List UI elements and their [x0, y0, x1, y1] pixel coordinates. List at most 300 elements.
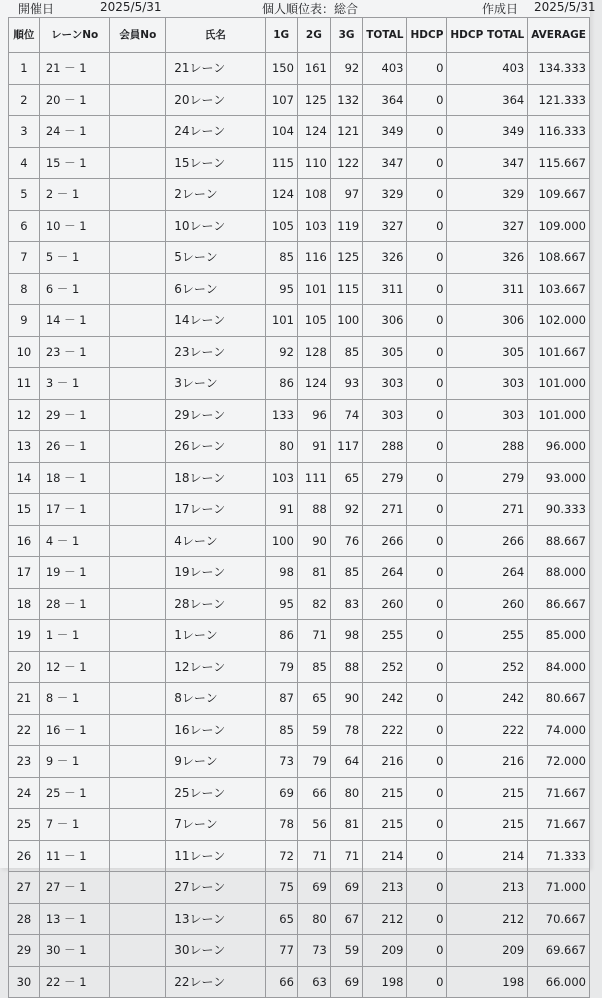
cell-game3: 65	[330, 462, 362, 494]
cell-player-name: 6レーン	[166, 273, 265, 305]
cell-lane-no: 26 － 1	[39, 431, 110, 463]
cell-total: 288	[363, 431, 407, 463]
cell-hdcp-total: 347	[447, 147, 528, 179]
cell-player-name: 23レーン	[166, 336, 265, 368]
cell-average: 86.667	[528, 588, 590, 620]
cell-rank: 13	[9, 431, 40, 463]
cell-lane-no: 22 － 1	[39, 966, 110, 998]
col-header-member: 会員No	[110, 18, 166, 53]
cell-game1: 95	[265, 273, 297, 305]
cell-average: 93.000	[528, 462, 590, 494]
cell-rank: 11	[9, 368, 40, 400]
table-row	[9, 651, 590, 683]
cell-hdcp: 0	[407, 305, 447, 337]
table-row	[9, 462, 590, 494]
col-header-hdcp: HDCP	[407, 18, 447, 53]
table-row	[9, 746, 590, 778]
cell-average: 102.000	[528, 305, 590, 337]
cell-lane-no: 27 － 1	[39, 872, 110, 904]
cell-player-name: 20レーン	[166, 84, 265, 116]
cell-lane-no: 12 － 1	[39, 651, 110, 683]
cell-total: 403	[363, 53, 407, 85]
cell-game1: 107	[265, 84, 297, 116]
cell-average: 109.000	[528, 210, 590, 242]
table-row	[9, 399, 590, 431]
cell-average: 103.667	[528, 273, 590, 305]
table-header-row	[9, 18, 590, 53]
col-header-g1: 1G	[265, 18, 297, 53]
cell-member-no	[110, 336, 166, 368]
cell-lane-no: 30 － 1	[39, 935, 110, 967]
cell-player-name: 4レーン	[166, 525, 265, 557]
cell-game1: 101	[265, 305, 297, 337]
cell-member-no	[110, 494, 166, 526]
cell-game1: 150	[265, 53, 297, 85]
cell-game2: 108	[297, 179, 330, 211]
ranking-table	[8, 17, 590, 998]
cell-game1: 66	[265, 966, 297, 998]
report-title: 個人順位表：総合	[262, 2, 359, 16]
cell-hdcp-total: 215	[447, 809, 528, 841]
cell-member-no	[110, 399, 166, 431]
cell-average: 69.667	[528, 935, 590, 967]
cell-lane-no: 3 － 1	[39, 368, 110, 400]
table-row	[9, 872, 590, 904]
table-row	[9, 809, 590, 841]
cell-player-name: 18レーン	[166, 462, 265, 494]
cell-hdcp-total: 288	[447, 431, 528, 463]
cell-average: 80.667	[528, 683, 590, 715]
cell-total: 364	[363, 84, 407, 116]
table-row	[9, 494, 590, 526]
cell-player-name: 3レーン	[166, 368, 265, 400]
cell-game3: 85	[330, 557, 362, 589]
cell-player-name: 7レーン	[166, 809, 265, 841]
table-row	[9, 147, 590, 179]
cell-total: 271	[363, 494, 407, 526]
cell-member-no	[110, 620, 166, 652]
cell-game1: 78	[265, 809, 297, 841]
cell-player-name: 17レーン	[166, 494, 265, 526]
cell-total: 215	[363, 809, 407, 841]
cell-game3: 121	[330, 116, 362, 148]
created-date: 2025/5/31	[534, 0, 596, 14]
cell-player-name: 12レーン	[166, 651, 265, 683]
cell-game2: 71	[297, 840, 330, 872]
cell-member-no	[110, 179, 166, 211]
cell-player-name: 30レーン	[166, 935, 265, 967]
cell-game1: 79	[265, 651, 297, 683]
cell-game2: 90	[297, 525, 330, 557]
cell-game1: 75	[265, 872, 297, 904]
cell-game2: 111	[297, 462, 330, 494]
cell-game2: 88	[297, 494, 330, 526]
cell-player-name: 8レーン	[166, 683, 265, 715]
cell-game3: 98	[330, 620, 362, 652]
cell-hdcp: 0	[407, 147, 447, 179]
table-row	[9, 620, 590, 652]
cell-average: 96.000	[528, 431, 590, 463]
table-row	[9, 431, 590, 463]
cell-game1: 87	[265, 683, 297, 715]
cell-game3: 97	[330, 179, 362, 211]
cell-hdcp-total: 349	[447, 116, 528, 148]
cell-rank: 6	[9, 210, 40, 242]
cell-hdcp: 0	[407, 683, 447, 715]
cell-hdcp: 0	[407, 84, 447, 116]
cell-game3: 119	[330, 210, 362, 242]
cell-game1: 73	[265, 746, 297, 778]
cell-lane-no: 9 － 1	[39, 746, 110, 778]
cell-rank: 25	[9, 809, 40, 841]
cell-lane-no: 24 － 1	[39, 116, 110, 148]
cell-lane-no: 13 － 1	[39, 903, 110, 935]
table-row	[9, 588, 590, 620]
cell-hdcp-total: 327	[447, 210, 528, 242]
cell-game1: 72	[265, 840, 297, 872]
cell-game3: 80	[330, 777, 362, 809]
cell-player-name: 27レーン	[166, 872, 265, 904]
cell-average: 71.667	[528, 777, 590, 809]
cell-hdcp-total: 311	[447, 273, 528, 305]
cell-game3: 90	[330, 683, 362, 715]
cell-member-no	[110, 84, 166, 116]
cell-game2: 124	[297, 368, 330, 400]
table-row	[9, 683, 590, 715]
table-row	[9, 84, 590, 116]
cell-hdcp: 0	[407, 462, 447, 494]
col-header-average: AVERAGE	[528, 18, 590, 53]
cell-game1: 86	[265, 368, 297, 400]
cell-hdcp-total: 242	[447, 683, 528, 715]
cell-game3: 122	[330, 147, 362, 179]
cell-player-name: 25レーン	[166, 777, 265, 809]
cell-game3: 71	[330, 840, 362, 872]
cell-hdcp-total: 303	[447, 368, 528, 400]
cell-game3: 115	[330, 273, 362, 305]
cell-rank: 26	[9, 840, 40, 872]
cell-hdcp-total: 260	[447, 588, 528, 620]
cell-game1: 98	[265, 557, 297, 589]
cell-rank: 29	[9, 935, 40, 967]
cell-game1: 124	[265, 179, 297, 211]
event-date-label: 開催日	[18, 2, 55, 16]
cell-player-name: 26レーン	[166, 431, 265, 463]
cell-hdcp: 0	[407, 179, 447, 211]
cell-rank: 22	[9, 714, 40, 746]
cell-hdcp-total: 403	[447, 53, 528, 85]
cell-average: 85.000	[528, 620, 590, 652]
cell-hdcp: 0	[407, 966, 447, 998]
cell-hdcp: 0	[407, 53, 447, 85]
cell-game2: 116	[297, 242, 330, 274]
cell-game1: 92	[265, 336, 297, 368]
cell-game2: 82	[297, 588, 330, 620]
cell-average: 115.667	[528, 147, 590, 179]
cell-player-name: 29レーン	[166, 399, 265, 431]
cell-rank: 16	[9, 525, 40, 557]
cell-hdcp-total: 212	[447, 903, 528, 935]
cell-average: 71.000	[528, 872, 590, 904]
col-header-hdcp-total: HDCP TOTAL	[447, 18, 528, 53]
cell-game1: 133	[265, 399, 297, 431]
cell-average: 88.000	[528, 557, 590, 589]
cell-total: 266	[363, 525, 407, 557]
cell-hdcp-total: 252	[447, 651, 528, 683]
cell-rank: 24	[9, 777, 40, 809]
cell-member-no	[110, 872, 166, 904]
cell-rank: 30	[9, 966, 40, 998]
cell-game1: 65	[265, 903, 297, 935]
cell-member-no	[110, 809, 166, 841]
cell-member-no	[110, 651, 166, 683]
cell-game2: 96	[297, 399, 330, 431]
col-header-total: TOTAL	[363, 18, 407, 53]
cell-game3: 78	[330, 714, 362, 746]
cell-player-name: 24レーン	[166, 116, 265, 148]
cell-game3: 88	[330, 651, 362, 683]
cell-game3: 59	[330, 935, 362, 967]
cell-hdcp-total: 326	[447, 242, 528, 274]
cell-player-name: 1レーン	[166, 620, 265, 652]
cell-game2: 56	[297, 809, 330, 841]
col-header-rank: 順位	[9, 18, 40, 53]
cell-rank: 28	[9, 903, 40, 935]
table-row	[9, 714, 590, 746]
cell-game2: 80	[297, 903, 330, 935]
cell-average: 84.000	[528, 651, 590, 683]
cell-average: 70.667	[528, 903, 590, 935]
cell-game3: 93	[330, 368, 362, 400]
cell-game3: 76	[330, 525, 362, 557]
cell-player-name: 16レーン	[166, 714, 265, 746]
cell-total: 347	[363, 147, 407, 179]
cell-hdcp-total: 305	[447, 336, 528, 368]
cell-hdcp-total: 271	[447, 494, 528, 526]
cell-player-name: 11レーン	[166, 840, 265, 872]
cell-hdcp-total: 213	[447, 872, 528, 904]
cell-player-name: 5レーン	[166, 242, 265, 274]
table-row	[9, 336, 590, 368]
cell-rank: 27	[9, 872, 40, 904]
cell-average: 109.667	[528, 179, 590, 211]
cell-total: 215	[363, 777, 407, 809]
cell-member-no	[110, 966, 166, 998]
cell-average: 71.333	[528, 840, 590, 872]
cell-game2: 66	[297, 777, 330, 809]
cell-player-name: 21レーン	[166, 53, 265, 85]
cell-hdcp: 0	[407, 714, 447, 746]
cell-hdcp: 0	[407, 903, 447, 935]
cell-total: 306	[363, 305, 407, 337]
cell-hdcp: 0	[407, 116, 447, 148]
cell-game2: 103	[297, 210, 330, 242]
cell-hdcp: 0	[407, 840, 447, 872]
cell-lane-no: 14 － 1	[39, 305, 110, 337]
cell-game2: 110	[297, 147, 330, 179]
cell-lane-no: 23 － 1	[39, 336, 110, 368]
cell-total: 242	[363, 683, 407, 715]
cell-rank: 19	[9, 620, 40, 652]
cell-game3: 92	[330, 53, 362, 85]
cell-game2: 128	[297, 336, 330, 368]
cell-hdcp: 0	[407, 336, 447, 368]
cell-game1: 85	[265, 242, 297, 274]
cell-rank: 14	[9, 462, 40, 494]
cell-member-no	[110, 903, 166, 935]
cell-hdcp-total: 279	[447, 462, 528, 494]
report-header	[0, 0, 596, 17]
cell-game2: 65	[297, 683, 330, 715]
cell-hdcp-total: 222	[447, 714, 528, 746]
cell-hdcp: 0	[407, 872, 447, 904]
cell-average: 66.000	[528, 966, 590, 998]
cell-hdcp: 0	[407, 210, 447, 242]
cell-hdcp: 0	[407, 588, 447, 620]
cell-hdcp-total: 255	[447, 620, 528, 652]
cell-lane-no: 28 － 1	[39, 588, 110, 620]
cell-member-no	[110, 305, 166, 337]
cell-lane-no: 4 － 1	[39, 525, 110, 557]
cell-game2: 124	[297, 116, 330, 148]
cell-hdcp: 0	[407, 777, 447, 809]
cell-game1: 69	[265, 777, 297, 809]
cell-rank: 12	[9, 399, 40, 431]
cell-game3: 132	[330, 84, 362, 116]
cell-rank: 18	[9, 588, 40, 620]
cell-member-no	[110, 714, 166, 746]
cell-game1: 100	[265, 525, 297, 557]
table-row	[9, 305, 590, 337]
cell-hdcp-total: 216	[447, 746, 528, 778]
cell-game1: 104	[265, 116, 297, 148]
cell-game1: 105	[265, 210, 297, 242]
cell-average: 90.333	[528, 494, 590, 526]
table-row	[9, 273, 590, 305]
cell-average: 101.000	[528, 368, 590, 400]
cell-hdcp: 0	[407, 242, 447, 274]
cell-total: 260	[363, 588, 407, 620]
cell-average: 72.000	[528, 746, 590, 778]
cell-game2: 81	[297, 557, 330, 589]
col-header-g2: 2G	[297, 18, 330, 53]
cell-game1: 86	[265, 620, 297, 652]
cell-rank: 4	[9, 147, 40, 179]
cell-game3: 92	[330, 494, 362, 526]
table-row	[9, 53, 590, 85]
cell-game3: 67	[330, 903, 362, 935]
cell-hdcp: 0	[407, 525, 447, 557]
cell-game3: 69	[330, 966, 362, 998]
table-row	[9, 903, 590, 935]
cell-member-no	[110, 116, 166, 148]
cell-total: 303	[363, 368, 407, 400]
cell-game3: 125	[330, 242, 362, 274]
cell-total: 198	[363, 966, 407, 998]
cell-player-name: 15レーン	[166, 147, 265, 179]
cell-hdcp: 0	[407, 368, 447, 400]
cell-hdcp-total: 329	[447, 179, 528, 211]
cell-rank: 8	[9, 273, 40, 305]
cell-lane-no: 6 － 1	[39, 273, 110, 305]
cell-rank: 5	[9, 179, 40, 211]
cell-rank: 17	[9, 557, 40, 589]
cell-hdcp: 0	[407, 746, 447, 778]
cell-hdcp: 0	[407, 620, 447, 652]
cell-game2: 101	[297, 273, 330, 305]
cell-hdcp-total: 209	[447, 935, 528, 967]
cell-game3: 69	[330, 872, 362, 904]
table-row	[9, 242, 590, 274]
cell-hdcp: 0	[407, 273, 447, 305]
cell-member-no	[110, 53, 166, 85]
cell-rank: 2	[9, 84, 40, 116]
cell-rank: 23	[9, 746, 40, 778]
cell-player-name: 2レーン	[166, 179, 265, 211]
table-row	[9, 777, 590, 809]
table-row	[9, 557, 590, 589]
cell-game1: 91	[265, 494, 297, 526]
cell-game2: 125	[297, 84, 330, 116]
cell-member-no	[110, 777, 166, 809]
cell-average: 101.000	[528, 399, 590, 431]
cell-member-no	[110, 840, 166, 872]
cell-game3: 74	[330, 399, 362, 431]
cell-rank: 3	[9, 116, 40, 148]
cell-total: 216	[363, 746, 407, 778]
cell-lane-no: 5 － 1	[39, 242, 110, 274]
cell-game3: 83	[330, 588, 362, 620]
cell-average: 116.333	[528, 116, 590, 148]
cell-player-name: 9レーン	[166, 746, 265, 778]
cell-hdcp: 0	[407, 494, 447, 526]
cell-member-no	[110, 935, 166, 967]
cell-lane-no: 2 － 1	[39, 179, 110, 211]
cell-lane-no: 25 － 1	[39, 777, 110, 809]
cell-game2: 91	[297, 431, 330, 463]
cell-total: 327	[363, 210, 407, 242]
cell-player-name: 19レーン	[166, 557, 265, 589]
cell-total: 209	[363, 935, 407, 967]
cell-lane-no: 29 － 1	[39, 399, 110, 431]
cell-hdcp-total: 364	[447, 84, 528, 116]
cell-game2: 105	[297, 305, 330, 337]
col-header-name: 氏名	[166, 18, 265, 53]
col-header-lane: レーンNo	[39, 18, 110, 53]
cell-lane-no: 11 － 1	[39, 840, 110, 872]
cell-total: 329	[363, 179, 407, 211]
cell-average: 71.667	[528, 809, 590, 841]
table-row	[9, 966, 590, 998]
cell-total: 212	[363, 903, 407, 935]
cell-lane-no: 7 － 1	[39, 809, 110, 841]
cell-member-no	[110, 683, 166, 715]
cell-member-no	[110, 462, 166, 494]
cell-total: 311	[363, 273, 407, 305]
cell-hdcp: 0	[407, 935, 447, 967]
cell-hdcp-total: 264	[447, 557, 528, 589]
cell-player-name: 14レーン	[166, 305, 265, 337]
cell-player-name: 28レーン	[166, 588, 265, 620]
cell-player-name: 22レーン	[166, 966, 265, 998]
cell-game3: 85	[330, 336, 362, 368]
cell-member-no	[110, 273, 166, 305]
cell-game2: 79	[297, 746, 330, 778]
cell-rank: 20	[9, 651, 40, 683]
cell-lane-no: 8 － 1	[39, 683, 110, 715]
cell-member-no	[110, 525, 166, 557]
event-date: 2025/5/31	[100, 0, 162, 14]
